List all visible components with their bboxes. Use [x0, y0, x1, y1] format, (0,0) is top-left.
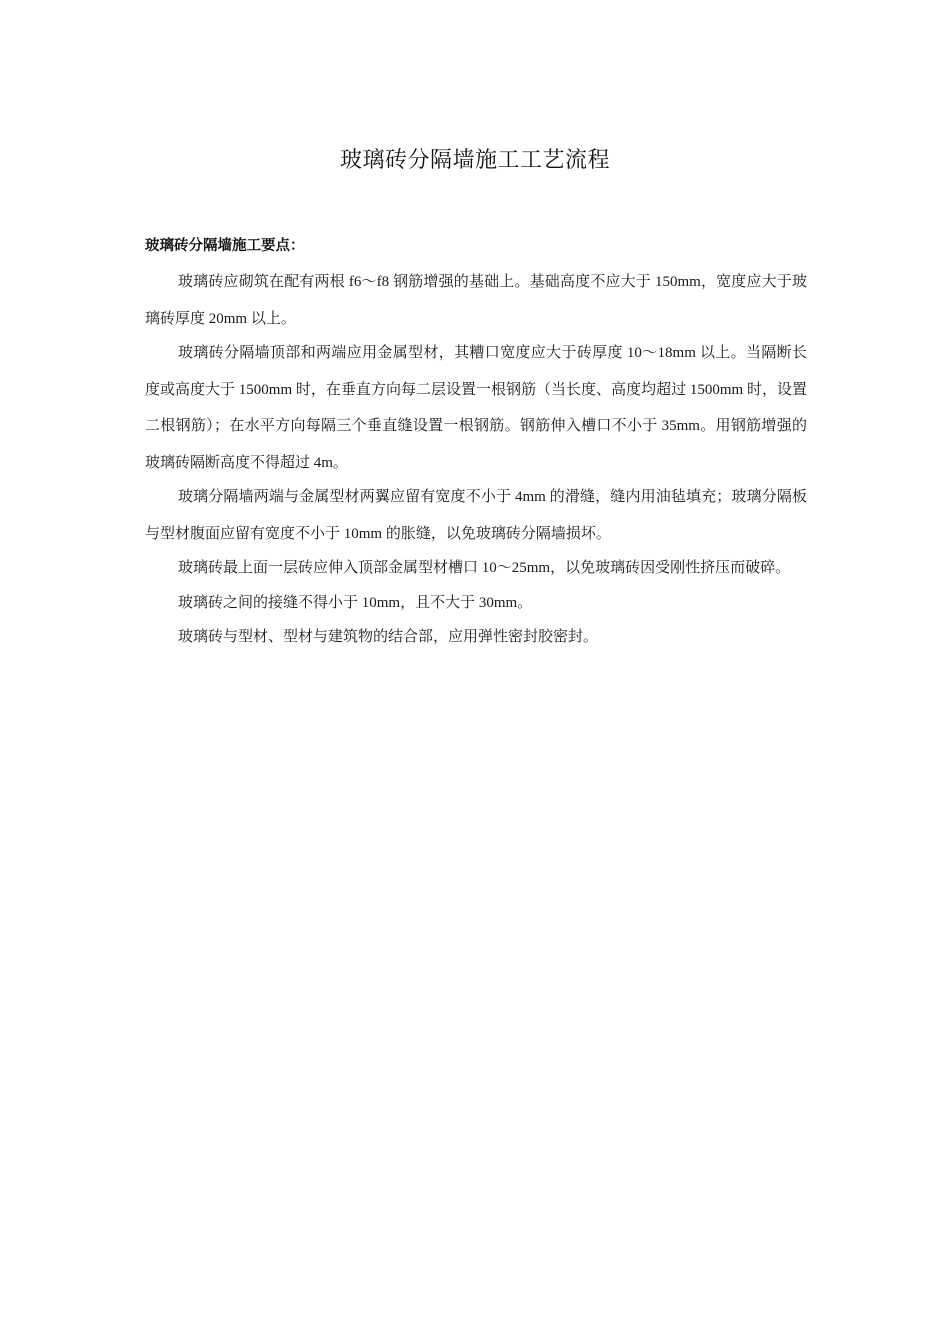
document-title: 玻璃砖分隔墙施工工艺流程	[339, 148, 610, 173]
paragraph-joints: 玻璃分隔墙两端与金属型材两翼应留有宽度不小于 4mm 的滑缝，缝内用油毡填充；玻璃分隔板与型材腹面应留有宽度不小于 10mm 的胀缝，以免玻璃砖分隔墙损坏。	[145, 489, 807, 542]
section-heading: 玻璃砖分隔墙施工要点：	[145, 238, 305, 254]
paragraph-sealant: 玻璃砖与型材、型材与建筑物的结合部，应用弹性密封胶密封。	[178, 629, 599, 645]
paragraph-metal-profiles: 玻璃砖分隔墙顶部和两端应用金属型材，其糟口宽度应大于砖厚度 10～18mm 以上。当隔断长度或高度大于 1500mm 时，在垂直方向每二层设置一根钢筋（当长度、高度均超过 1500mm 时，设置二根钢筋）；在水平方向每隔三个垂直缝设置一根钢筋。钢筋伸入槽口不小于 35mm。用钢筋增强的玻璃砖隔断高度不得超过 4m。	[145, 345, 807, 471]
paragraph-foundation: 玻璃砖应砌筑在配有两根 f6～f8 钢筋增强的基础上。基础高度不应大于 150mm，宽度应大于玻璃砖厚度 20mm 以上。	[145, 274, 807, 327]
document-body	[145, 233, 807, 654]
paragraph-top-row: 玻璃砖最上面一层砖应伸入顶部金属型材槽口 10～25mm，以免玻璃砖因受刚性挤压而破碎。	[178, 560, 791, 576]
paragraph-seam-width: 玻璃砖之间的接缝不得小于 10mm，且不大于 30mm。	[178, 594, 533, 611]
